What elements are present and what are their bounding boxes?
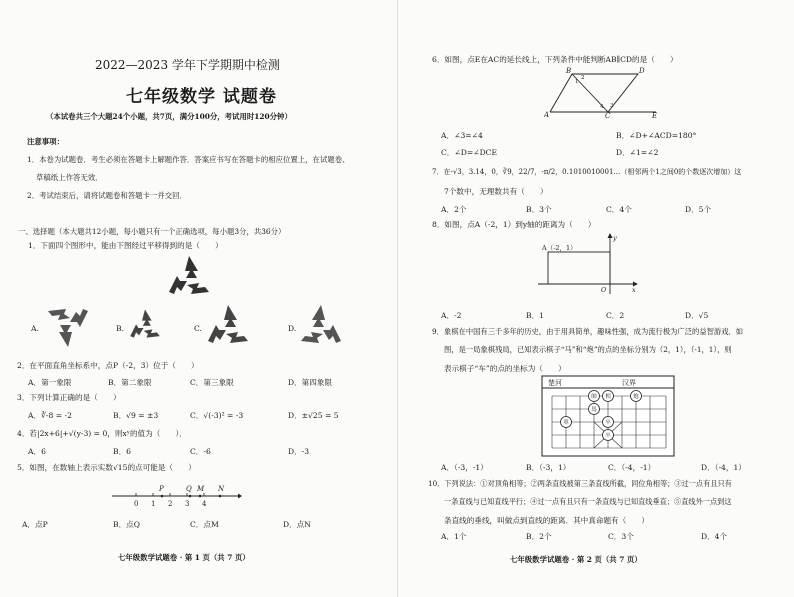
question-6: 6．如图，点E在AC的延长线上，下列条件中能判断AB∥CD的是（ ） — [432, 55, 678, 64]
q9-option-b: B．（-3，1） — [526, 463, 571, 472]
q1-option-a-label: A. — [31, 324, 39, 333]
fig6-label-c: C — [605, 112, 611, 118]
question-5: 5．如图，在数轴上表示实数√15的点可能是（ ） — [17, 463, 196, 472]
q7-option-a: A．2个 — [441, 205, 467, 214]
q4-option-a: A．6 — [28, 447, 46, 456]
section-1-heading: 一、选择题（本大题共12小题，每小题只有一个正确选项，每小题3分，共36分） — [18, 227, 286, 236]
fig8-origin-label: O — [601, 286, 607, 294]
recycle-option-b-icon — [128, 308, 162, 342]
q3-option-c: C．√(-3)² = -3 — [190, 411, 244, 420]
q1-option-b-label: B. — [116, 324, 124, 333]
fig6-label-d: D — [639, 67, 645, 75]
question-9b: 图，是一局象棋残局，已知表示棋子“马”和“炮”的点的坐标分别为（2，1），（-1，1），则 — [444, 345, 732, 354]
question-1: 1．下面四个图形中，能由下图经过平移得到的是（ ） — [28, 241, 223, 250]
point-m-label: M — [197, 485, 205, 493]
tick-1-label: 1 — [151, 500, 156, 508]
q6-option-a: A．∠3=∠4 — [441, 131, 483, 140]
question-2: 2．在平面直角坐标系中，点P（-2，3）位于（ ） — [17, 361, 199, 370]
q8-option-c: C．2 — [606, 311, 625, 320]
fig6-label-e: E — [652, 112, 658, 118]
board-chu-he-label: 楚河 — [548, 379, 562, 387]
q5-option-c: C．点M — [190, 520, 219, 529]
board-han-jie-label: 汉界 — [622, 379, 636, 387]
q5-option-b: B．点Q — [113, 520, 140, 529]
q2-option-b: B．第二象限 — [108, 378, 152, 387]
notice-1: 1．本卷为试题卷．考生必须在答题卡上解题作答．答案应书写在答题卡的相应位置上，在试题卷、 — [27, 155, 350, 164]
q10-option-b: B．2个 — [526, 532, 552, 541]
q3-option-d: D．±√25 = 5 — [288, 411, 339, 420]
piece-ju: 車 — [563, 420, 569, 426]
q1-option-d-label: D. — [288, 324, 297, 333]
point-n-label: N — [218, 485, 225, 493]
fig6-angle-2: 2 — [581, 75, 585, 81]
q4-option-c: C．-6 — [190, 447, 211, 456]
parallelogram-figure — [544, 66, 664, 118]
piece-zu-2: 卒 — [605, 433, 611, 439]
page-1-footer: 七年级数学试题卷 · 第 1 页（共 7 页） — [118, 553, 250, 562]
q5-option-a: A．点P — [22, 520, 48, 529]
coordinate-figure — [538, 232, 640, 296]
recycle-symbol-figure — [166, 254, 212, 300]
fig8-point-a-label: A（-2，1） — [542, 244, 577, 252]
q6-option-b: B．∠D+∠ACD=180° — [616, 131, 697, 140]
q7-option-b: B．3个 — [526, 205, 552, 214]
question-9: 9．象棋在中国有三千多年的历史，由于用具简单，趣味性强，成为流行极为广泛的益智游戏．如 — [432, 327, 744, 336]
recycle-option-c-icon — [205, 303, 251, 349]
q7-option-d: D．5个 — [685, 205, 712, 214]
fig6-angle-3: 3 — [610, 103, 614, 109]
piece-ma: 馬 — [591, 407, 597, 413]
notice-2: 2．考试结束后，请将试题卷和答题卡一并交回． — [27, 191, 187, 200]
tick-2-label: 2 — [168, 500, 173, 508]
q8-option-d: D．√5 — [685, 311, 709, 320]
question-10c: 条直线的垂线，叫做点到直线的距离．其中真命题有（ ） — [444, 516, 650, 525]
piece-xiang: 相 — [605, 394, 611, 400]
q1-option-c-label: C. — [194, 324, 202, 333]
fig6-angle-4: 4 — [600, 104, 604, 110]
q4-option-b: B．6 — [113, 447, 132, 456]
question-8: 8．如图，点A（-2，1）到y轴的距离为（ ） — [432, 220, 596, 229]
tick-0-label: 0 — [134, 500, 139, 508]
q2-option-c: C．第三象限 — [190, 378, 234, 387]
piece-pao: 炮 — [633, 394, 639, 400]
recycle-option-d-icon — [298, 303, 344, 349]
q10-option-d: D．4个 — [701, 532, 728, 541]
exam-subtitle: （本试卷共三个大题24个小题，共7页，满分100分，考试用时120分钟） — [46, 112, 292, 121]
fig6-angle-1: 1 — [575, 79, 579, 85]
question-10b: 一条直线与已知直线平行；④过一点有且只有一条直线与已知直线垂直；⑤直线外一点到这 — [444, 497, 732, 506]
q9-option-d: D．（-4，1） — [701, 463, 746, 472]
question-4: 4．若|2x+6|+√(y-3) = 0，则xʸ的值为（ ）． — [17, 429, 187, 438]
q4-option-d: D．-3 — [288, 447, 310, 456]
number-line-figure — [112, 482, 242, 512]
fig6-label-a: A — [544, 111, 550, 118]
piece-zu-1: 卒 — [605, 420, 611, 426]
piece-shuai: 帥 — [591, 394, 597, 400]
q9-option-a: A．（-3，-1） — [441, 463, 488, 472]
q6-option-d: D．∠1=∠2 — [616, 148, 659, 157]
question-7: 7．在-√3，3.14，0，∛9，22/7，-π/2，0.1010010001…（相邻两个1之间0的个数逐次增加）这 — [432, 168, 742, 176]
recycle-option-a-icon — [45, 303, 91, 349]
fig6-label-b: B — [566, 67, 572, 75]
q10-option-c: C．3个 — [608, 532, 634, 541]
point-p-label: P — [159, 485, 164, 493]
q8-option-b: B．1 — [526, 311, 545, 320]
tick-4-label: 4 — [202, 500, 207, 508]
q2-option-d: D．第四象限 — [288, 378, 333, 387]
fig8-y-axis-label: y — [613, 234, 617, 242]
question-9c: 表示棋子“车”的点的坐标为（ ） — [444, 364, 566, 373]
q3-option-b: B．√9 = ±3 — [113, 411, 159, 420]
q6-option-c: C．∠D=∠DCE — [441, 148, 498, 157]
fig8-x-axis-label: x — [632, 286, 636, 294]
q9-option-c: C．（-4，-1） — [608, 463, 656, 472]
notice-1b: 草稿纸上作答无效． — [36, 173, 103, 182]
q7-option-c: C．4个 — [606, 205, 632, 214]
point-q-label: Q — [186, 485, 192, 493]
q2-option-a: A．第一象限 — [28, 378, 72, 387]
question-10: 10．下列说法：①对顶角相等；②两条直线被第三条直线所截，同位角相等；③过一点有且只有 — [428, 479, 732, 488]
page-2-footer: 七年级数学试题卷 · 第 2 页（共 7 页） — [510, 555, 642, 564]
q3-option-a: A．∛-8 = -2 — [28, 411, 72, 420]
q5-option-d: D．点N — [283, 520, 311, 529]
exam-title: 七年级数学 试题卷 — [126, 87, 277, 107]
exam-year-header: 2022—2023 学年下学期期中检测 — [95, 58, 280, 72]
exam-page-2 — [397, 0, 794, 597]
q10-option-a: A．1个 — [441, 532, 467, 541]
q8-option-a: A．-2 — [441, 311, 462, 320]
tick-3-label: 3 — [185, 500, 190, 508]
notice-title: 注意事项： — [27, 137, 64, 146]
question-7b: 7个数中，无理数共有（ ） — [444, 187, 548, 196]
chess-board-figure — [540, 374, 676, 458]
question-3: 3．下列计算正确的是（ ） — [17, 393, 121, 402]
